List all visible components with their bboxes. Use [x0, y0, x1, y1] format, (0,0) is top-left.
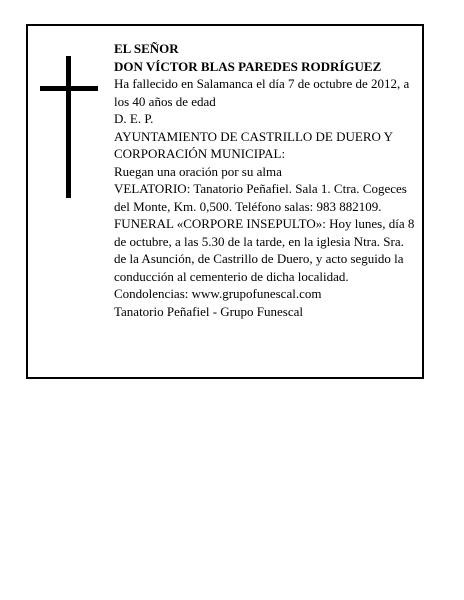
notice-text: [114, 40, 419, 320]
heading-title: EL SEÑOR: [114, 41, 179, 56]
institution-text: AYUNTAMIENTO DE CASTRILLO DE DUERO Y CORPORACIÓN MUNICIPAL:: [114, 128, 393, 161]
cross-horizontal-bar: [40, 86, 98, 91]
signature-text: Tanatorio Peñafiel - Grupo Funescal: [114, 303, 303, 319]
obituary-notice: [26, 24, 424, 379]
funeral-info: FUNERAL «CORPORE INSEPULTO»: Hoy lunes, día 8 de octubre, a las 5.30 de la tarde, en la iglesia Ntra. Sra. de la Asunción, de Castrillo de Duero, y acto seguido la conducción al cementerio de dicha localidad.: [114, 216, 415, 284]
rip-text: D. E. P.: [114, 111, 154, 126]
deceased-name: DON VÍCTOR BLAS PAREDES RODRÍGUEZ: [114, 58, 382, 74]
prayer-text: Ruegan una oración por su alma: [114, 163, 282, 179]
cross-icon: [40, 56, 98, 198]
condolences-info: Condolencias: www.grupofunescal.com: [114, 286, 322, 301]
death-info: Ha fallecido en Salamanca el día 7 de octubre de 2012, a los 40 años de edad: [114, 76, 410, 109]
wake-info: VELATORIO: Tanatorio Peñafiel. Sala 1. Ctra. Cogeces del Monte, Km. 0,500. Teléfono salas: 983 882109.: [114, 181, 407, 214]
cross-vertical-bar: [66, 56, 71, 198]
